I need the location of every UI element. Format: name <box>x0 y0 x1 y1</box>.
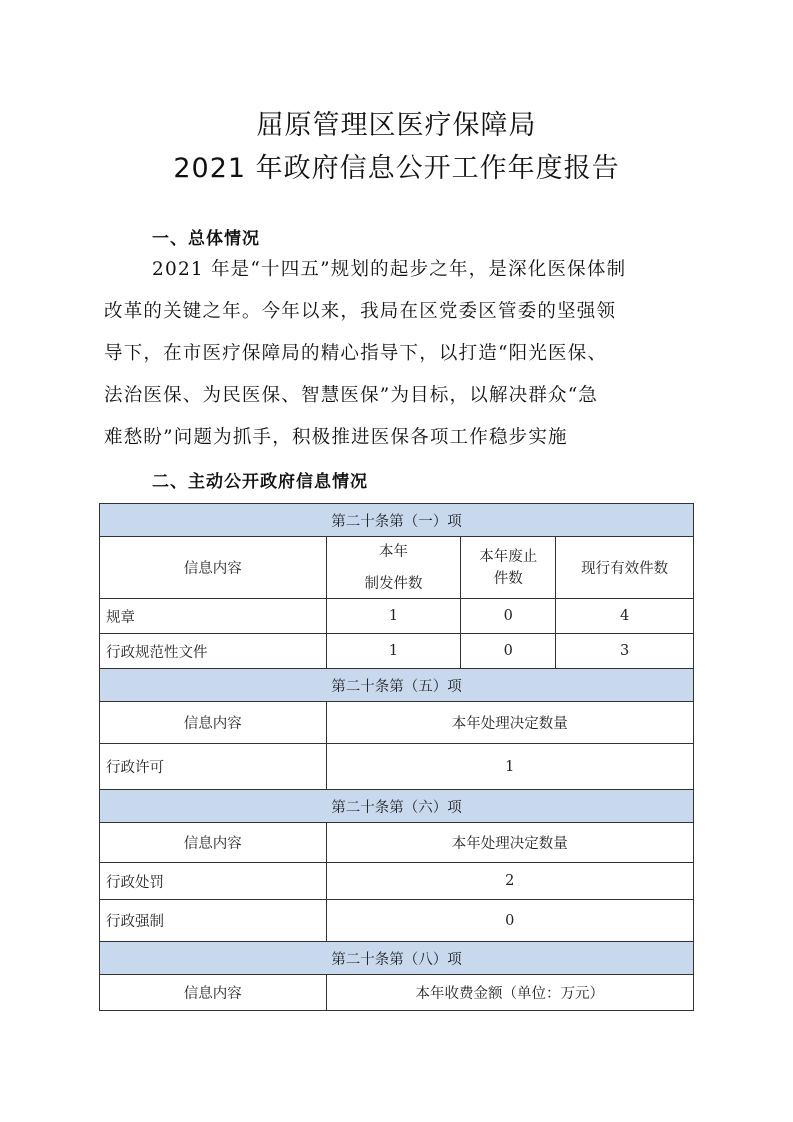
section-header-item1: 第二十条第（一）项 <box>100 504 694 537</box>
col-header-count: 本年处理决定数量 <box>326 702 693 744</box>
row-name: 行政强制 <box>100 900 327 942</box>
col-header-content: 信息内容 <box>100 975 327 1011</box>
cell-abolished: 0 <box>461 599 556 634</box>
cell-valid: 3 <box>556 634 694 669</box>
col-header-abolished <box>461 537 556 599</box>
col-header-count: 本年处理决定数量 <box>326 823 693 863</box>
section-heading-overview: 一、总体情况 <box>152 229 260 249</box>
paragraph-line: 法治医保、为民医保、智慧医保”为目标，以解决群众“急 <box>104 385 599 406</box>
section-row-item6 <box>100 790 694 823</box>
col-header-issued-line2: 制发件数 <box>364 575 423 592</box>
col-header-issued <box>326 537 461 599</box>
section-header-item5: 第二十条第（五）项 <box>100 669 694 702</box>
paragraph-line: 改革的关键之年。今年以来，我局在区党委区管委的坚强领 <box>104 301 617 322</box>
cell-issued: 1 <box>326 599 461 634</box>
col-header-content: 信息内容 <box>100 823 327 863</box>
section-header-item6: 第二十条第（六）项 <box>100 790 694 823</box>
row-name: 行政许可 <box>100 744 327 790</box>
row-name: 行政处罚 <box>100 863 327 900</box>
cell-abolished: 0 <box>461 634 556 669</box>
section-row-item1 <box>100 504 694 537</box>
paragraph-line: 2021 年是“十四五”规划的起步之年，是深化医保体制 <box>152 259 627 280</box>
paragraph-line: 导下，在市医疗保障局的精心指导下，以打造“阳光医保、 <box>104 343 608 364</box>
disclosure-table <box>99 503 694 1011</box>
table-row <box>100 900 694 942</box>
column-header-row <box>100 975 694 1011</box>
col-header-abolished-line1: 本年废止 <box>479 548 538 565</box>
cell-count: 1 <box>326 744 693 790</box>
overview-paragraph <box>104 249 692 459</box>
column-header-row <box>100 537 694 599</box>
col-header-issued-line1: 本年 <box>378 543 408 560</box>
col-header-content: 信息内容 <box>100 702 327 744</box>
row-name: 规章 <box>100 599 327 634</box>
cell-count: 2 <box>326 863 693 900</box>
col-header-content: 信息内容 <box>100 537 327 599</box>
col-header-abolished-line2: 件数 <box>493 570 523 587</box>
column-header-row <box>100 823 694 863</box>
table-row <box>100 599 694 634</box>
row-name: 行政规范性文件 <box>100 634 327 669</box>
col-header-valid: 现行有效件数 <box>556 537 694 599</box>
section-row-item8 <box>100 942 694 975</box>
cell-valid: 4 <box>556 599 694 634</box>
section-header-item8: 第二十条第（八）项 <box>100 942 694 975</box>
title-line-2: 2021 年政府信息公开工作年度报告 <box>173 153 620 184</box>
title-line-1: 屈原管理区医疗保障局 <box>256 110 537 141</box>
column-header-row <box>100 702 694 744</box>
cell-issued: 1 <box>326 634 461 669</box>
cell-count: 0 <box>326 900 693 942</box>
paragraph-line: 难愁盼”问题为抓手，积极推进医保各项工作稳步实施 <box>104 427 568 448</box>
col-header-amount: 本年收费金额（单位：万元） <box>326 975 693 1011</box>
table-row <box>100 744 694 790</box>
section-heading-active-disclosure: 二、主动公开政府信息情况 <box>152 472 368 492</box>
table-row <box>100 634 694 669</box>
table-row <box>100 863 694 900</box>
section-row-item5 <box>100 669 694 702</box>
